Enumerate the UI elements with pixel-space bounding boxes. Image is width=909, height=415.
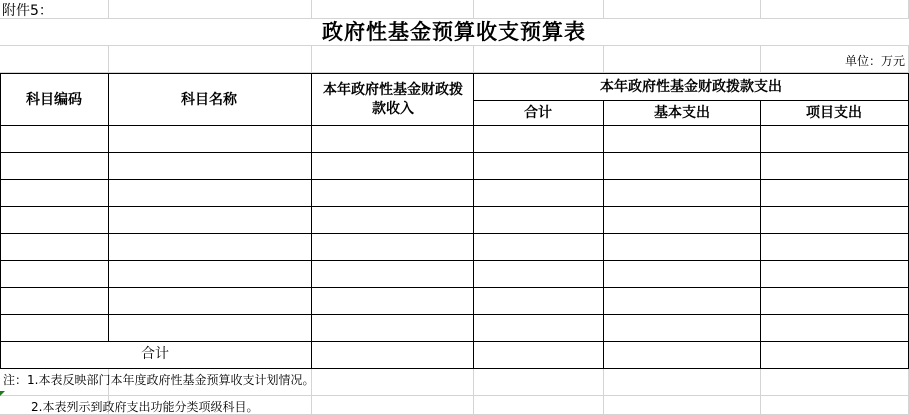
table-cell[interactable] <box>604 234 760 260</box>
table-cell[interactable] <box>761 288 908 314</box>
table-cell[interactable] <box>109 207 311 233</box>
note-1: 注：1.本表反映部门本年度政府性基金预算收支计划情况。 <box>3 373 315 387</box>
table-cell[interactable] <box>1 207 108 233</box>
header-subject-code: 科目编码 <box>26 92 82 108</box>
table-cell[interactable] <box>604 288 760 314</box>
table-cell[interactable] <box>312 126 473 152</box>
table-cell[interactable] <box>761 126 908 152</box>
table-cell[interactable] <box>109 153 311 179</box>
table-cell[interactable] <box>312 153 473 179</box>
table-cell[interactable] <box>1 180 108 206</box>
table-cell[interactable] <box>761 207 908 233</box>
table-cell[interactable] <box>474 288 603 314</box>
table-cell[interactable] <box>474 315 603 341</box>
table-cell[interactable] <box>604 126 760 152</box>
table-cell[interactable] <box>1 315 108 341</box>
table-cell[interactable] <box>109 126 311 152</box>
table-cell[interactable] <box>474 153 603 179</box>
table-cell[interactable] <box>312 261 473 287</box>
table-cell[interactable] <box>604 315 760 341</box>
table-cell[interactable] <box>312 288 473 314</box>
table-cell[interactable] <box>604 153 760 179</box>
table-cell[interactable] <box>312 207 473 233</box>
table-cell[interactable] <box>604 180 760 206</box>
table-cell[interactable] <box>474 126 603 152</box>
header-expenditure-group: 本年政府性基金财政拨款支出 <box>600 79 782 95</box>
table-cell[interactable] <box>1 234 108 260</box>
header-subject-name: 科目名称 <box>181 92 237 108</box>
table-cell[interactable] <box>761 153 908 179</box>
table-cell[interactable] <box>474 261 603 287</box>
header-total: 合计 <box>524 105 552 121</box>
table-cell[interactable] <box>109 234 311 260</box>
page-title: 政府性基金预算收支预算表 <box>322 19 586 44</box>
table-cell[interactable] <box>109 180 311 206</box>
attachment-label: 附件5： <box>2 3 53 19</box>
table-cell[interactable] <box>604 261 760 287</box>
unit-label: 单位：万元 <box>845 54 906 68</box>
table-cell[interactable] <box>1 288 108 314</box>
table-cell[interactable] <box>474 180 603 206</box>
table-cell[interactable] <box>312 315 473 341</box>
header-basic-expenditure: 基本支出 <box>654 105 710 121</box>
table-cell[interactable] <box>109 261 311 287</box>
table-cell[interactable] <box>109 288 311 314</box>
table-cell[interactable] <box>1 153 108 179</box>
table-cell[interactable] <box>312 234 473 260</box>
table-cell[interactable] <box>604 207 760 233</box>
total-row-label: 合计 <box>141 346 169 362</box>
table-cell[interactable] <box>1 126 108 152</box>
table-cell[interactable] <box>312 180 473 206</box>
table-cell[interactable] <box>474 234 603 260</box>
table-cell[interactable] <box>474 207 603 233</box>
header-income: 本年政府性基金财政拨款收入 <box>323 82 463 117</box>
table-cell[interactable] <box>1 261 108 287</box>
table-cell[interactable] <box>109 315 311 341</box>
header-project-expenditure: 项目支出 <box>806 105 862 121</box>
table-cell[interactable] <box>761 234 908 260</box>
table-cell[interactable] <box>761 180 908 206</box>
table-cell[interactable] <box>761 315 908 341</box>
table-cell[interactable] <box>761 261 908 287</box>
note-2: 2.本表列示到政府支出功能分类项级科目。 <box>31 400 259 414</box>
